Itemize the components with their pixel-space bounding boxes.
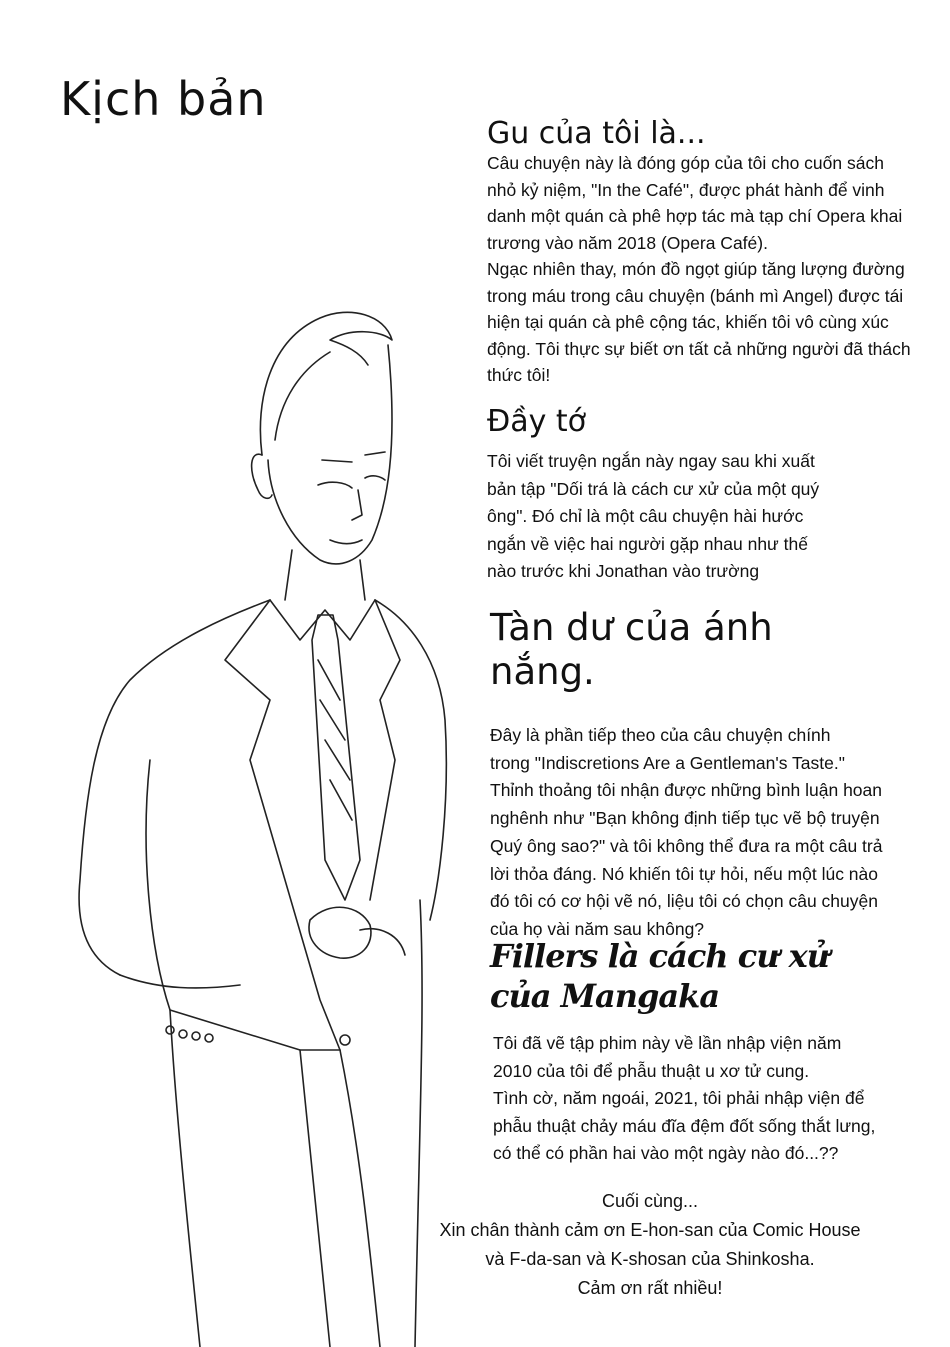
text-line: Thỉnh thoảng tôi nhận được những bình luận hoan (490, 780, 883, 801)
text-line: nắng. (490, 650, 595, 693)
section-body-day-to (487, 448, 819, 586)
text-line: lời thỏa đáng. Nó khiến tôi tự hỏi, nếu một lúc nào (490, 863, 879, 884)
text-line: Tôi viết truyện ngắn này ngay sau khi xuất (487, 451, 815, 471)
text-line: Đây là phần tiếp theo của câu chuyện chính (490, 725, 831, 745)
text-line: Ngạc nhiên thay, món đồ ngọt giúp tăng lượng đường (487, 259, 905, 279)
text-line: 2010 của tôi để phẫu thuật u xơ tử cung. (493, 1060, 810, 1081)
text-line: ông". Đó chỉ là một câu chuyện hài hước (487, 506, 804, 526)
text-line: Cuối cùng... (601, 1191, 699, 1211)
section-heading-gu-cua-toi: Gu của tôi là... (487, 116, 706, 151)
text-line: trương vào năm 2018 (Opera Café). (487, 232, 768, 253)
section-heading-tan-du (490, 606, 773, 694)
text-line: trong "Indiscretions Are a Gentleman's Taste." (490, 752, 845, 773)
text-line: đó tôi có cơ hội vẽ nó, liệu tôi có chọn câu chuyện (490, 891, 878, 912)
closing-thanks (400, 1187, 900, 1303)
text-line: Fillers là cách cư xử (490, 937, 829, 975)
section-body-tan-du (490, 722, 882, 944)
text-line: danh một quán cà phê hợp tác mà tạp chí Opera khai (487, 206, 903, 226)
text-line: phẫu thuật chảy máu đĩa đệm đốt sống thắt lưng, (493, 1115, 876, 1136)
section-body-gu-cua-toi (487, 150, 911, 389)
text-line: của họ vài năm sau không? (490, 918, 705, 939)
text-line: của Mangaka (490, 977, 720, 1015)
text-line: ngắn về việc hai người gặp nhau như thế (487, 533, 808, 554)
text-line: Cảm ơn rất nhiều! (577, 1278, 723, 1298)
text-line: động. Tôi thực sự biết ơn tất cả những người đã thách (487, 338, 911, 359)
section-heading-day-to: Đầy tớ (487, 404, 587, 439)
text-line: Tôi đã vẽ tập phim này về lần nhập viện năm (493, 1033, 842, 1053)
text-line: Câu chuyện này là đóng góp của tôi cho cuốn sách (487, 153, 884, 173)
text-line: và F-da-san và K-shosan của Shinkosha. (485, 1249, 815, 1269)
text-line: thức tôi! (487, 365, 551, 385)
text-line: Tàn dư của ánh (490, 606, 773, 649)
text-line: bản tập "Dối trá là cách cư xử của một quý (487, 478, 820, 499)
section-body-fillers (493, 1030, 875, 1168)
text-line: trong máu trong câu chuyện (bánh mì Angel) được tái (487, 285, 904, 306)
text-line: nào trước khi Jonathan vào trường (487, 561, 760, 581)
text-line: có thể có phần hai vào một ngày nào đó...?? (493, 1143, 839, 1163)
text-line: Quý ông sao?" và tôi không thể đưa ra một câu trả (490, 835, 883, 856)
text-line: Xin chân thành cảm ơn E-hon-san của Comic House (439, 1220, 861, 1240)
section-heading-fillers (490, 936, 829, 1016)
text-line: nhỏ kỷ niệm, "In the Café", được phát hành để vinh (487, 179, 885, 200)
text-line: nghênh như "Bạn không định tiếp tục vẽ bộ truyện (490, 808, 880, 829)
text-line: hiện tại quán cà phê cộng tác, khiến tôi vô cùng xúc (487, 312, 889, 332)
text-line: Tình cờ, năm ngoái, 2021, tôi phải nhập viện để (493, 1088, 865, 1108)
page-title: Kịch bản (60, 72, 267, 126)
